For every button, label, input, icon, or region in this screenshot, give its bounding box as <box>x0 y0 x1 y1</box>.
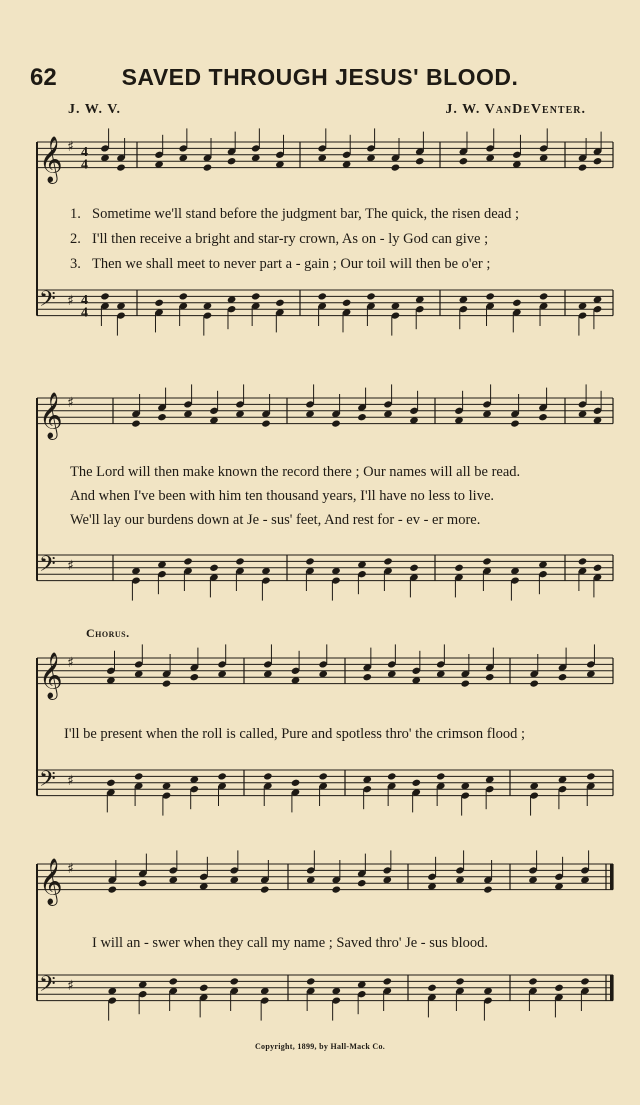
final-barline <box>610 975 613 1001</box>
verse-2-line-a <box>70 231 488 248</box>
note-head <box>116 163 126 171</box>
note-head <box>578 163 588 171</box>
note-head <box>382 977 392 985</box>
sharp-sign: ♯ <box>67 861 74 877</box>
note-head <box>107 885 117 893</box>
note-head <box>306 977 316 985</box>
time-signature-top: 4 <box>81 144 88 160</box>
note-head <box>485 673 495 681</box>
page-number: 62 <box>30 64 57 91</box>
sharp-sign: ♯ <box>67 655 74 671</box>
note-head <box>436 772 446 780</box>
note-head <box>203 163 213 171</box>
verse-2-line-b: And when I've been with him ten thousand years, I'll have no less to live. <box>70 488 495 504</box>
note-head <box>275 299 285 307</box>
sharp-sign: ♯ <box>67 293 74 309</box>
music-credit: J. W. VanDeVenter. <box>445 102 586 117</box>
note-head <box>162 679 172 687</box>
lyric-text: I'll then receive a bright and star-ry crown, As on - ly God can give ; <box>92 231 489 247</box>
note-head <box>317 292 327 300</box>
note-head <box>558 673 568 681</box>
bass-clef: 𝄢 <box>39 552 56 583</box>
treble-clef: 𝄞 <box>39 858 63 905</box>
note-head <box>357 879 367 887</box>
time-signature-bottom: 4 <box>81 157 88 173</box>
note-head <box>157 413 167 421</box>
chorus-line-2: I will an - swer when they call my name ; Saved thro' Je - sus blood. <box>92 935 489 951</box>
note-head <box>305 557 315 565</box>
note-head <box>291 779 301 787</box>
sharp-sign: ♯ <box>67 139 74 155</box>
note-head <box>100 292 110 300</box>
note-head <box>217 772 227 780</box>
note-head <box>427 984 437 992</box>
note-head <box>154 299 164 307</box>
verse-number: 2. <box>70 231 81 247</box>
note-head <box>209 564 219 572</box>
note-head <box>260 885 270 893</box>
note-head <box>586 772 596 780</box>
note-head <box>510 419 520 427</box>
note-head <box>529 679 539 687</box>
note-head <box>391 163 401 171</box>
words-credit: J. W. V. <box>68 102 122 117</box>
sharp-sign: ♯ <box>67 773 74 789</box>
note-head <box>593 564 603 572</box>
note-head <box>183 557 193 565</box>
sharp-sign: ♯ <box>67 395 74 411</box>
chorus-line-1: I'll be present when the roll is called, Pure and spotless thro' the crimson flood ; <box>64 726 526 742</box>
verse-3-line-a <box>70 256 490 273</box>
note-head <box>168 977 178 985</box>
verse-1-line-a <box>70 206 519 223</box>
treble-clef: 𝄞 <box>39 652 63 699</box>
note-head <box>383 557 393 565</box>
note-head <box>460 679 470 687</box>
note-head <box>580 977 590 985</box>
note-head <box>539 292 549 300</box>
chorus-label: Chorus. <box>86 626 130 640</box>
note-head <box>454 564 464 572</box>
note-head <box>227 157 237 165</box>
note-head <box>528 977 538 985</box>
lyric-text: Sometime we'll stand before the judgment bar, The quick, the risen dead ; <box>92 206 519 222</box>
note-head <box>366 292 376 300</box>
note-head <box>411 779 421 787</box>
note-head <box>512 299 522 307</box>
bass-clef: 𝄢 <box>39 767 56 798</box>
note-head <box>357 413 367 421</box>
treble-clef: 𝄞 <box>39 392 63 439</box>
note-head <box>455 977 465 985</box>
note-head <box>409 564 419 572</box>
note-head <box>538 413 548 421</box>
bass-clef: 𝄢 <box>39 287 56 318</box>
sharp-sign: ♯ <box>67 558 74 574</box>
note-head <box>554 984 564 992</box>
note-head <box>134 772 144 780</box>
note-head <box>331 419 341 427</box>
note-head <box>106 779 116 787</box>
note-head <box>578 557 588 565</box>
verse-number: 1. <box>70 206 81 222</box>
note-head <box>483 885 493 893</box>
verse-3-line-b: We'll lay our burdens down at Je - sus' feet, And rest for - ev - er more. <box>70 512 481 528</box>
note-head <box>415 157 425 165</box>
note-head <box>261 419 271 427</box>
note-head <box>362 673 372 681</box>
lyric-text: Then we shall meet to never part a - gain ; Our toil will then be o'er ; <box>92 256 491 272</box>
note-head <box>318 772 328 780</box>
final-barline <box>610 864 613 890</box>
note-head <box>235 557 245 565</box>
hymn-title: SAVED THROUGH JESUS' BLOOD. <box>121 64 519 90</box>
note-head <box>178 292 188 300</box>
note-head <box>131 419 141 427</box>
verse-number: 3. <box>70 256 81 272</box>
note-head <box>251 292 261 300</box>
time-signature-bottom: 4 <box>81 305 88 321</box>
copyright-notice: Copyright, 1899, by Hall-Mack Co. <box>254 1042 386 1051</box>
note-head <box>593 157 603 165</box>
note-head <box>485 292 495 300</box>
note-head <box>387 772 397 780</box>
note-head <box>138 879 148 887</box>
bass-clef: 𝄢 <box>39 972 56 1003</box>
note-head <box>482 557 492 565</box>
treble-clef: 𝄞 <box>39 136 63 183</box>
note-head <box>199 984 209 992</box>
sharp-sign: ♯ <box>67 978 74 994</box>
note-head <box>229 977 239 985</box>
note-head <box>459 157 469 165</box>
note-head <box>190 673 200 681</box>
time-signature-top: 4 <box>81 292 88 308</box>
note-head <box>331 885 341 893</box>
note-head <box>342 299 352 307</box>
note-head <box>263 772 273 780</box>
verse-1-line-b: The Lord will then make known the record there ; Our names will all be read. <box>70 464 521 480</box>
